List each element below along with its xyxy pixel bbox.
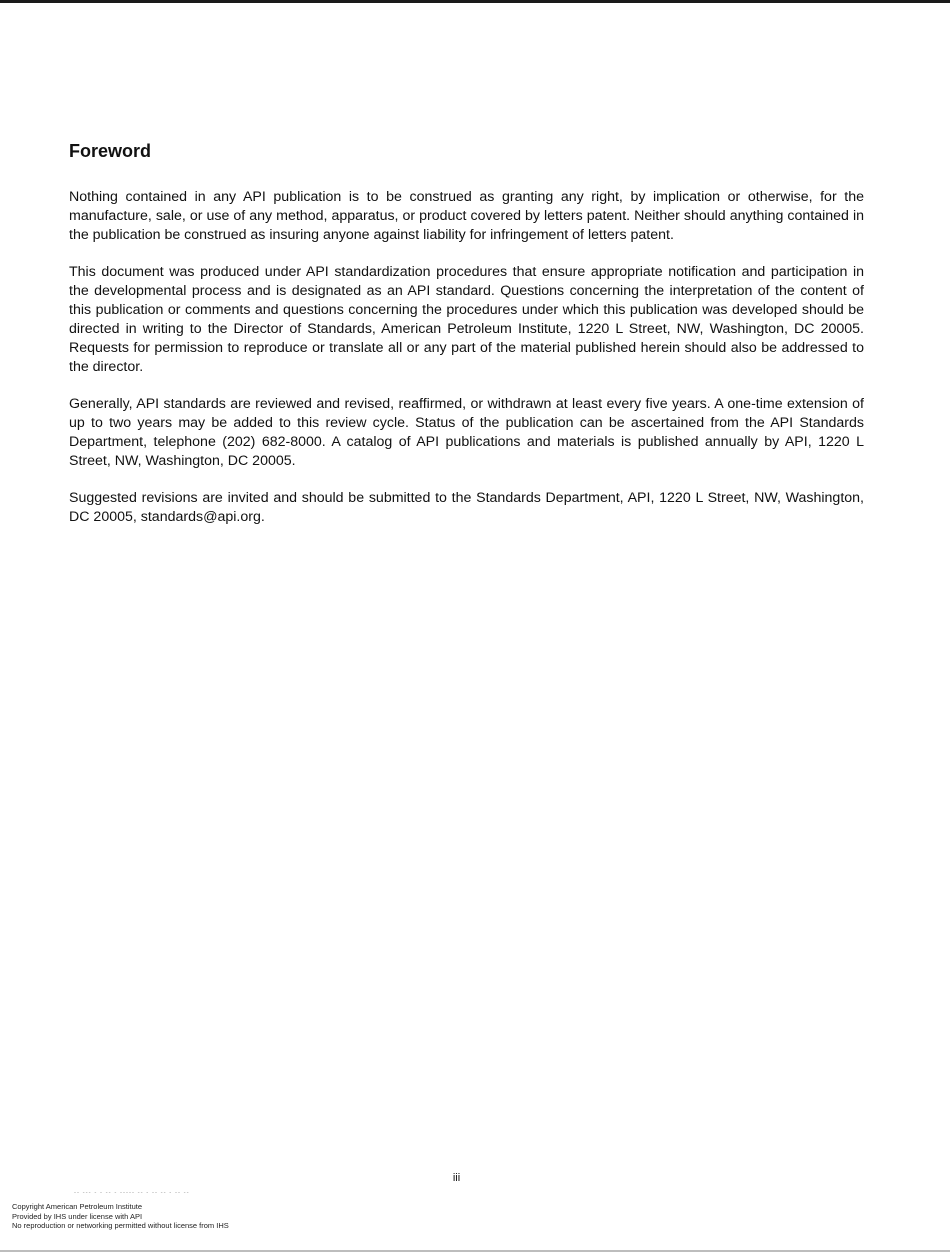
paragraph-suggested-revisions: Suggested revisions are invited and should be submitted to the Standards Department, API, 1220 L Street, NW, Washington, DC 20005, standards@api.org. [69,490,864,525]
page-number: iii [452,1172,461,1184]
reproduction-line: No reproduction or networking permitted without license from IHS [12,1221,229,1230]
foreword-body [69,188,864,545]
copyright-line: Copyright American Petroleum Institute [12,1202,143,1211]
bottom-border-rule [0,1250,950,1252]
footer-faint-text: -- --- - - -- - ----- -- - -- -- - -- -- [74,1190,190,1196]
top-border-rule [0,0,950,3]
license-line: Provided by IHS under license with API [12,1211,143,1221]
paragraph-review-cycle: Generally, API standards are reviewed and revised, reaffirmed, or withdrawn at least every five years. A one-time extension of up to two years may be added to this review cycle. Status of the publication can be ascertained from the API Standards Department, telephone (202) 682-8000. A catalog of API publications and materials is published annually by API, 1220 L Street, NW, Washington, DC 20005. [69,396,864,469]
copyright-notice [12,1202,229,1231]
page-title: Foreword [69,141,152,161]
paragraph-standardization: This document was produced under API standardization procedures that ensure appropriate notification and participation in the developmental process and is designated as an API standard. Questions concerning the interpretation of the content of this publication or comments and questions concerning the procedures under which this publication was developed should be directed in writing to the Director of Standards, American Petroleum Institute, 1220 L Street, NW, Washington, DC 20005. Requests for permission to reproduce or translate all or any part of the material published herein should also be addressed to the director. [69,264,864,375]
paragraph-patent-disclaimer: Nothing contained in any API publication is to be construed as granting any right, by implication or otherwise, for the manufacture, sale, or use of any method, apparatus, or product covered by letters patent. Neither should anything contained in the publication be construed as insuring anyone against liability for infringement of letters patent. [69,189,864,243]
